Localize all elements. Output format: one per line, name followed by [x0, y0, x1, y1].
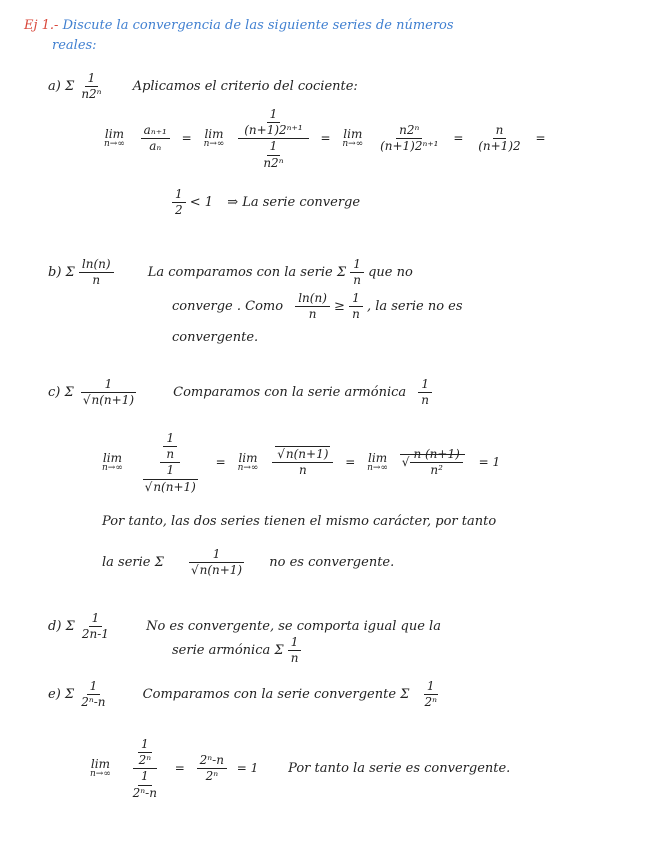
item-a-header: [48, 72, 358, 101]
item-b-header: b) Σ $\frac{\ln(n)}{n}$ La comparamos con la serie Σ $\frac{1}{n}$ que no: [48, 257, 413, 288]
item-c-line2: Por tanto, las dos series tienen el mismo carácter, por tanto: [102, 514, 497, 529]
item-b-line3: convergente.: [172, 330, 259, 345]
item-c-line3: la serie Σ 1 √ n(n+1) no es convergente.: [102, 548, 394, 577]
exercise-statement-line2: reales:: [52, 38, 97, 53]
item-b-label: b): [48, 265, 62, 281]
sigma-symbol: Σ: [64, 79, 75, 95]
item-c-limit-expression: lim n→∞ $\frac{1}{n}$ 1 √ n(n+1) = lim n→∞ √ $\frac{n(n+1)}{n}$ = lim n→∞ √ $\frac{n (n+1)}{\text{n²}}$ = 1: [102, 432, 500, 494]
item-d-label: d): [48, 619, 62, 635]
item-a-conclusion: $\frac{1}{2}$ < 1 ⇒ La serie converge: [172, 188, 360, 217]
item-c-label: c): [48, 385, 61, 401]
item-e-conclusion: Por tanto la serie es convergente.: [288, 761, 511, 777]
exercise-statement-line1: Discute la convergencia de las siguiente series de números: [62, 18, 454, 33]
exercise-label: Ej 1.-: [24, 18, 59, 33]
exercise-title: [24, 18, 454, 33]
item-a-limit-expression: lim n→∞ $\frac{\text{aₙ₊₁}}{\text{aₙ}}$ = lim n→∞ $\frac{\frac{1}{\text{(n+1)2ⁿ⁺¹}}}{\frac{1}{\text{n2ⁿ}}}$ = lim n→∞ $\frac{\text{n2ⁿ}}{\text{(n+1)2ⁿ⁺¹}}$ = $\frac{n}{(n+1)2}$ =: [104, 107, 546, 170]
item-e-label: e): [48, 687, 61, 703]
sigma-symbol: Σ: [65, 265, 75, 281]
item-a-term: $\frac{1}{\text{n2ⁿ}}$: [81, 71, 102, 102]
item-d-header: d) Σ $\frac{1}{2n-1}$ No es convergente, se comporta igual que la: [48, 611, 441, 642]
item-e-limit-expression: lim n→∞ $\frac{\frac{1}{\text{2ⁿ}}}{\frac{1}{\text{2ⁿ-n}}}$ = $\frac{\text{2ⁿ-n}}{\text{2ⁿ}}$ = 1 Por tanto la serie es convergente.: [90, 737, 511, 800]
item-a-label: a): [48, 79, 61, 95]
item-d-line2: serie armónica Σ $\frac{1}{n}$: [172, 636, 301, 665]
item-c-header: c) Σ 1 √ n(n+1) Comparamos con la serie armónica $\frac{1}{n}$: [48, 378, 432, 407]
item-b-line2: converge . Como $\frac{\ln(n)}{n}$ ≥ $\frac{1}{n}$ , la serie no es: [172, 291, 463, 322]
item-a-method: Aplicamos el criterio del cociente:: [132, 79, 358, 95]
item-e-header: e) Σ $\frac{1}{\text{2ⁿ-n}}$ Comparamos con la serie convergente Σ $\frac{1}{\text{2ⁿ}}$: [48, 679, 437, 710]
